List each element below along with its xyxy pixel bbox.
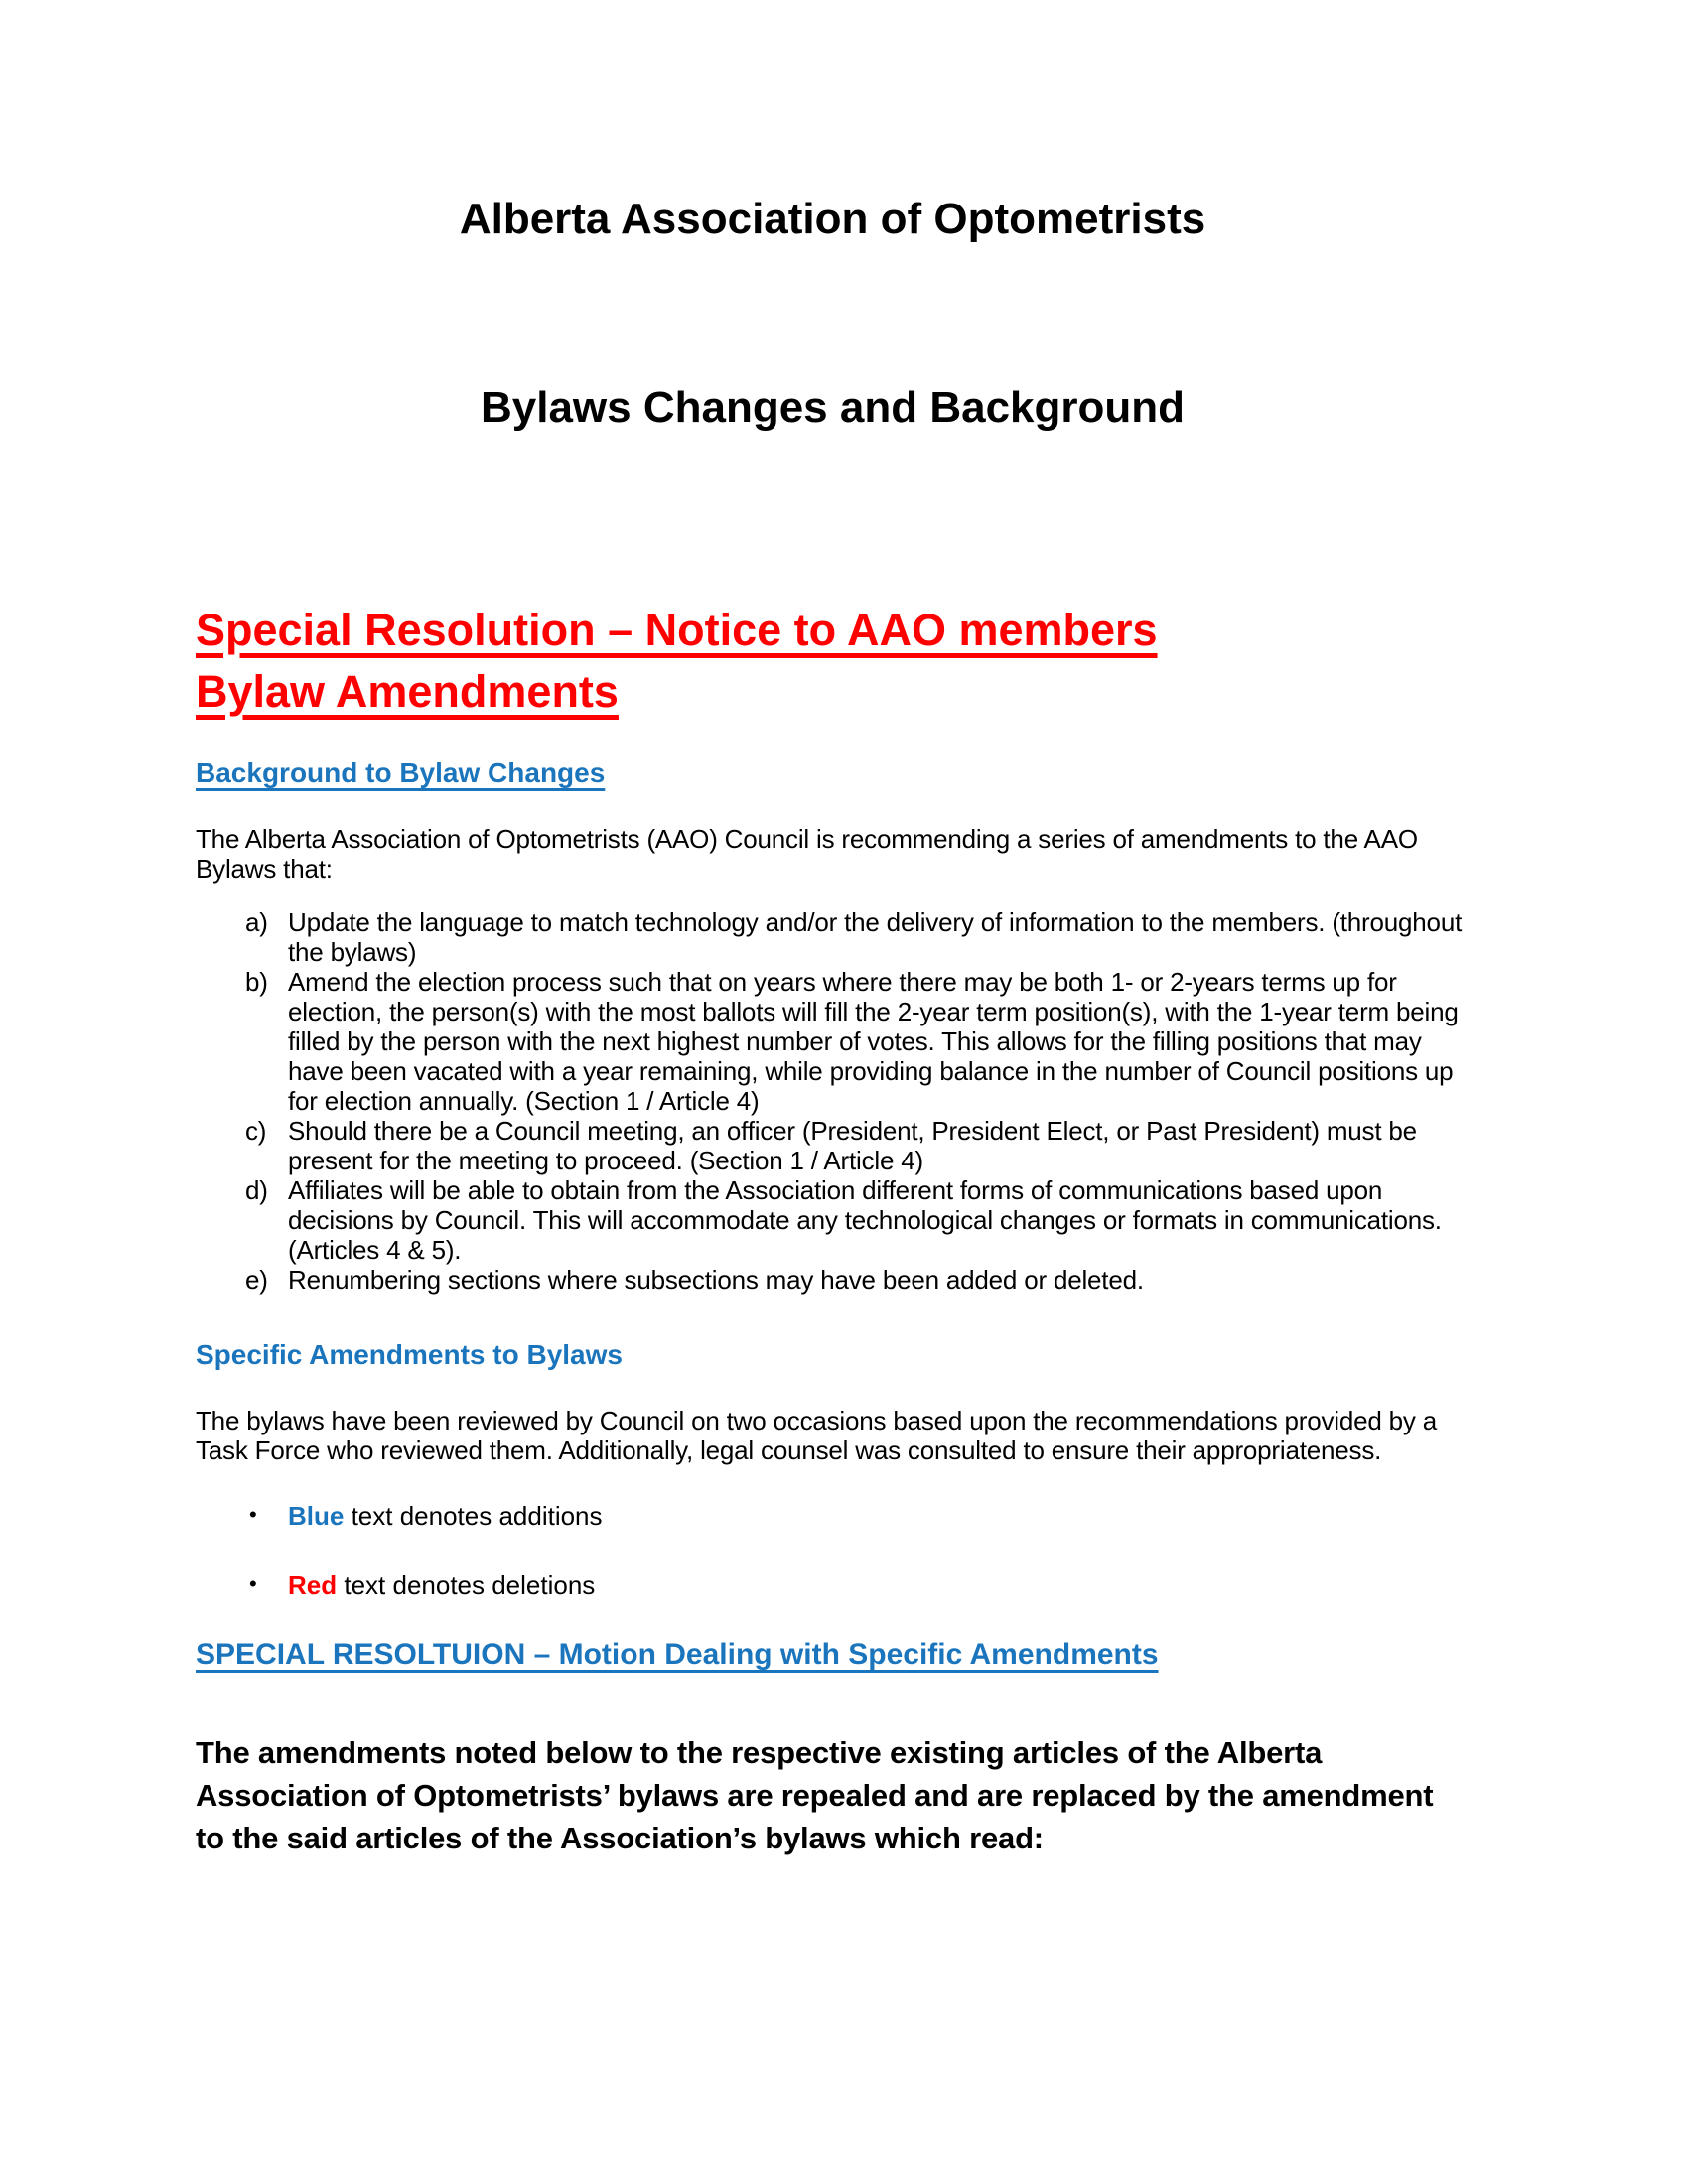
legend-term-red: Red bbox=[288, 1570, 338, 1600]
list-item-a bbox=[196, 907, 1470, 967]
heading-specific-amendments: Specific Amendments to Bylaws bbox=[196, 1339, 623, 1370]
legend-text: text denotes additions bbox=[344, 1501, 603, 1531]
list-item-text: Affiliates will be able to obtain from the Association different forms of communications based upon decisions by Council. This will accommodate any technological changes or formats in communications. (Articles 4 & 5). bbox=[288, 1175, 1442, 1265]
list-item-text: Should there be a Council meeting, an officer (President, President Elect, or Past President) must be present for the meeting to proceed. (Section 1 / Article 4) bbox=[288, 1116, 1417, 1175]
motion-paragraph: The amendments noted below to the respective existing articles of the Alberta Association of Optometrists’ bylaws are repealed and are replaced by the amendment to the said articles of the Association’s bylaws which read: bbox=[196, 1735, 1434, 1855]
special-resolution-heading-line2: Bylaw Amendments bbox=[196, 666, 619, 717]
legend-text: text denotes deletions bbox=[337, 1570, 596, 1600]
list-marker: b) bbox=[245, 967, 268, 997]
list-marker: c) bbox=[245, 1116, 267, 1146]
review-paragraph: The bylaws have been reviewed by Council on two occasions based upon the recommendations provided by a Task Force who reviewed them. Additionally, legal counsel was consulted to ensure their appropriateness. bbox=[196, 1406, 1438, 1465]
list-marker: e) bbox=[245, 1265, 268, 1295]
amendments-list bbox=[196, 907, 1470, 1295]
list-item-c bbox=[196, 1116, 1470, 1175]
legend-item-red bbox=[196, 1570, 1470, 1600]
list-item-e bbox=[196, 1265, 1470, 1295]
list-item-text: Update the language to match technology and/or the delivery of information to the members. (throughout the bylaws) bbox=[288, 907, 1463, 967]
background-intro-paragraph: The Alberta Association of Optometrists (AAO) Council is recommending a series of amendments to the AAO Bylaws that: bbox=[196, 824, 1418, 884]
heading-background-to-bylaw-changes: Background to Bylaw Changes bbox=[196, 757, 606, 788]
bullet-icon: • bbox=[249, 1571, 257, 1596]
special-resolution-notice-heading bbox=[196, 600, 1470, 723]
list-item-text: Amend the election process such that on years where there may be both 1- or 2-years terms up for election, the person(s) with the most ballots will fill the 2-year term position(s), with the 1-year term being filled by the person with the next highest number of votes. This allows for the filling positions that may have been vacated with a year remaining, while providing balance in the number of Council positions up for election annually. (Section 1 / Article 4) bbox=[288, 967, 1459, 1116]
list-item-d bbox=[196, 1175, 1470, 1265]
legend-list bbox=[196, 1501, 1470, 1600]
doc-subtitle: Bylaws Changes and Background bbox=[480, 383, 1186, 432]
legend-item-blue bbox=[196, 1501, 1470, 1531]
heading-special-resolution-motion: SPECIAL RESOLTUION – Motion Dealing with Specific Amendments bbox=[196, 1638, 1159, 1671]
list-item-text: Renumbering sections where subsections may have been added or deleted. bbox=[288, 1265, 1144, 1295]
list-marker: a) bbox=[245, 907, 268, 937]
list-item-b bbox=[196, 967, 1470, 1116]
special-resolution-heading-line1: Special Resolution – Notice to AAO members bbox=[196, 605, 1158, 655]
bullet-icon: • bbox=[249, 1502, 257, 1527]
list-marker: d) bbox=[245, 1175, 268, 1205]
doc-title: Alberta Association of Optometrists bbox=[459, 195, 1206, 243]
legend-term-blue: Blue bbox=[288, 1501, 345, 1531]
